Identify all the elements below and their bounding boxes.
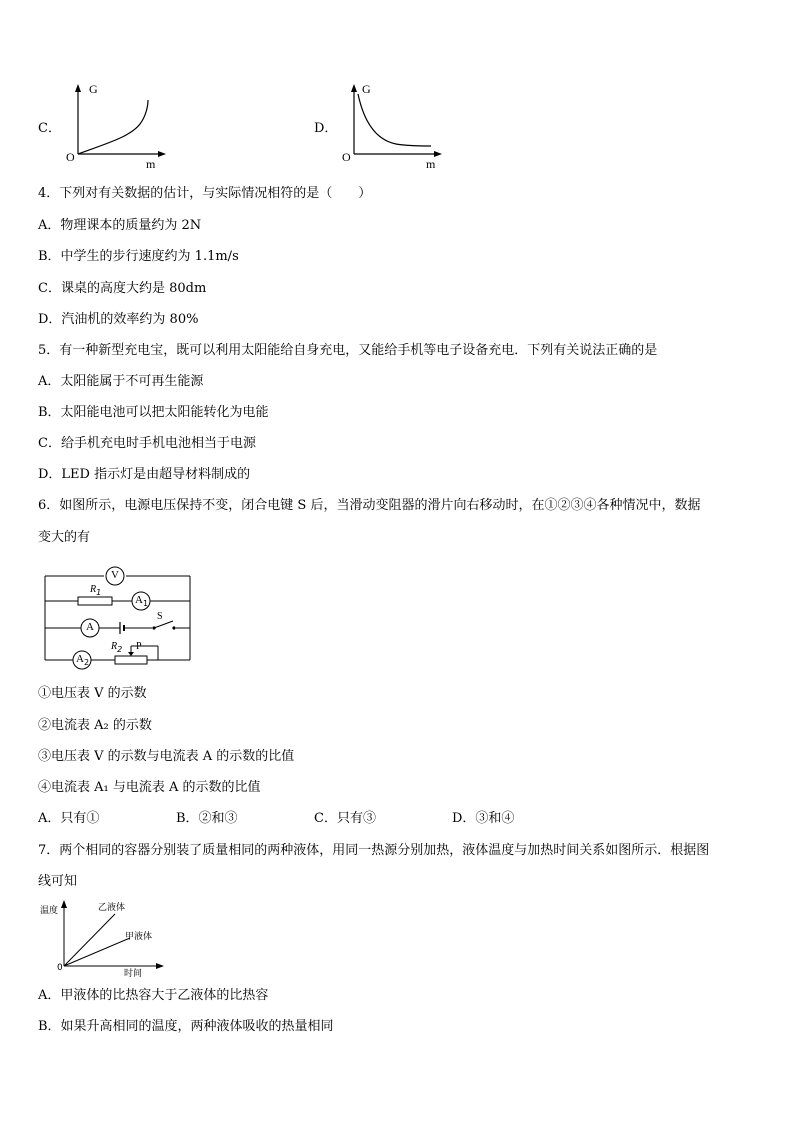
graph-x-label: 时间 [124,969,143,979]
q5-option-a: A．太阳能属于不可再生能源 [38,374,204,389]
q7-stem-line1: 7．两个相同的容器分别装了质量相同的两种液体，用同一热源分别加热，液体温度与加热时间关系如图所示．根据图 [38,843,710,858]
q4-option-b: B．中学生的步行速度约为 1.1m/s [38,249,239,264]
option-c-label: C． [38,121,61,136]
q7-stem-line2: 线可知 [38,874,78,889]
q4-stem: 4．下列对有关数据的估计，与实际情况相符的是（ ） [38,186,372,201]
q6-stem-line2: 变大的有 [38,530,91,545]
q6-item-1: ①电压表 V 的示数 [38,686,147,701]
graph-d-y-label: G [362,82,371,96]
q4-option-d: D．汽油机的效率约为 80% [38,312,199,327]
q5-option-b: B．太阳能电池可以把太阳能转化为电能 [38,405,269,420]
graph-d-origin: O [342,150,351,164]
q5-stem: 5．有一种新型充电宝，既可以利用太阳能给自身充电，又能给手机等电子设备充电．下列有关说法正确的是 [38,343,658,358]
graph-c-x-label: m [146,157,156,171]
q5-option-c: C．给手机充电时手机电池相当于电源 [38,436,256,451]
q7-option-a: A．甲液体的比热容大于乙液体的比热容 [38,988,269,1003]
q6-choice-a: A．只有① [38,811,100,826]
circuit-a2-label: $A_2$ [76,653,90,668]
graph-c-y-label: G [89,82,98,96]
circuit-a-label: A [86,621,94,633]
circuit-slider-label: P [136,641,142,652]
circuit-v-label: V [111,569,119,581]
graph-d-x-label: m [426,157,436,171]
q4-option-a: A．物理课本的质量约为 2N [38,218,202,233]
line-label-yi: 乙液体 [98,903,126,913]
graph-c-origin: O [66,150,75,164]
q6-choice-b: B．②和③ [176,811,238,826]
circuit-r2-label: $R_2$ [111,641,123,654]
circuit-switch-label: S [157,611,163,622]
circuit-a1-label: $A_1$ [135,594,149,609]
graph-y-label: 温度 [40,906,59,916]
q6-stem-line1: 6．如图所示，电源电压保持不变，闭合电键 S 后，当滑动变阻器的滑片向右移动时，在①②③④各种情况中，数据 [38,498,701,513]
graph-origin: 0 [57,963,63,973]
q5-option-d: D．LED 指示灯是由超导材料制成的 [38,467,251,482]
line-label-jia: 甲液体 [125,932,153,942]
q6-item-4: ④电流表 A₁ 与电流表 A 的示数的比值 [38,780,261,795]
q6-item-3: ③电压表 V 的示数与电流表 A 的示数的比值 [38,749,295,764]
q6-choice-d: D．③和④ [452,811,515,826]
q7-option-b: B．如果升高相同的温度，两种液体吸收的热量相同 [38,1019,334,1034]
option-d-label: D． [314,121,338,136]
q4-option-c: C．课桌的高度大约是 80dm [38,281,207,296]
q6-item-2: ②电流表 A₂ 的示数 [38,718,152,733]
circuit-r1-label: $R_1$ [90,584,102,597]
q6-choice-c: C．只有③ [314,811,376,826]
